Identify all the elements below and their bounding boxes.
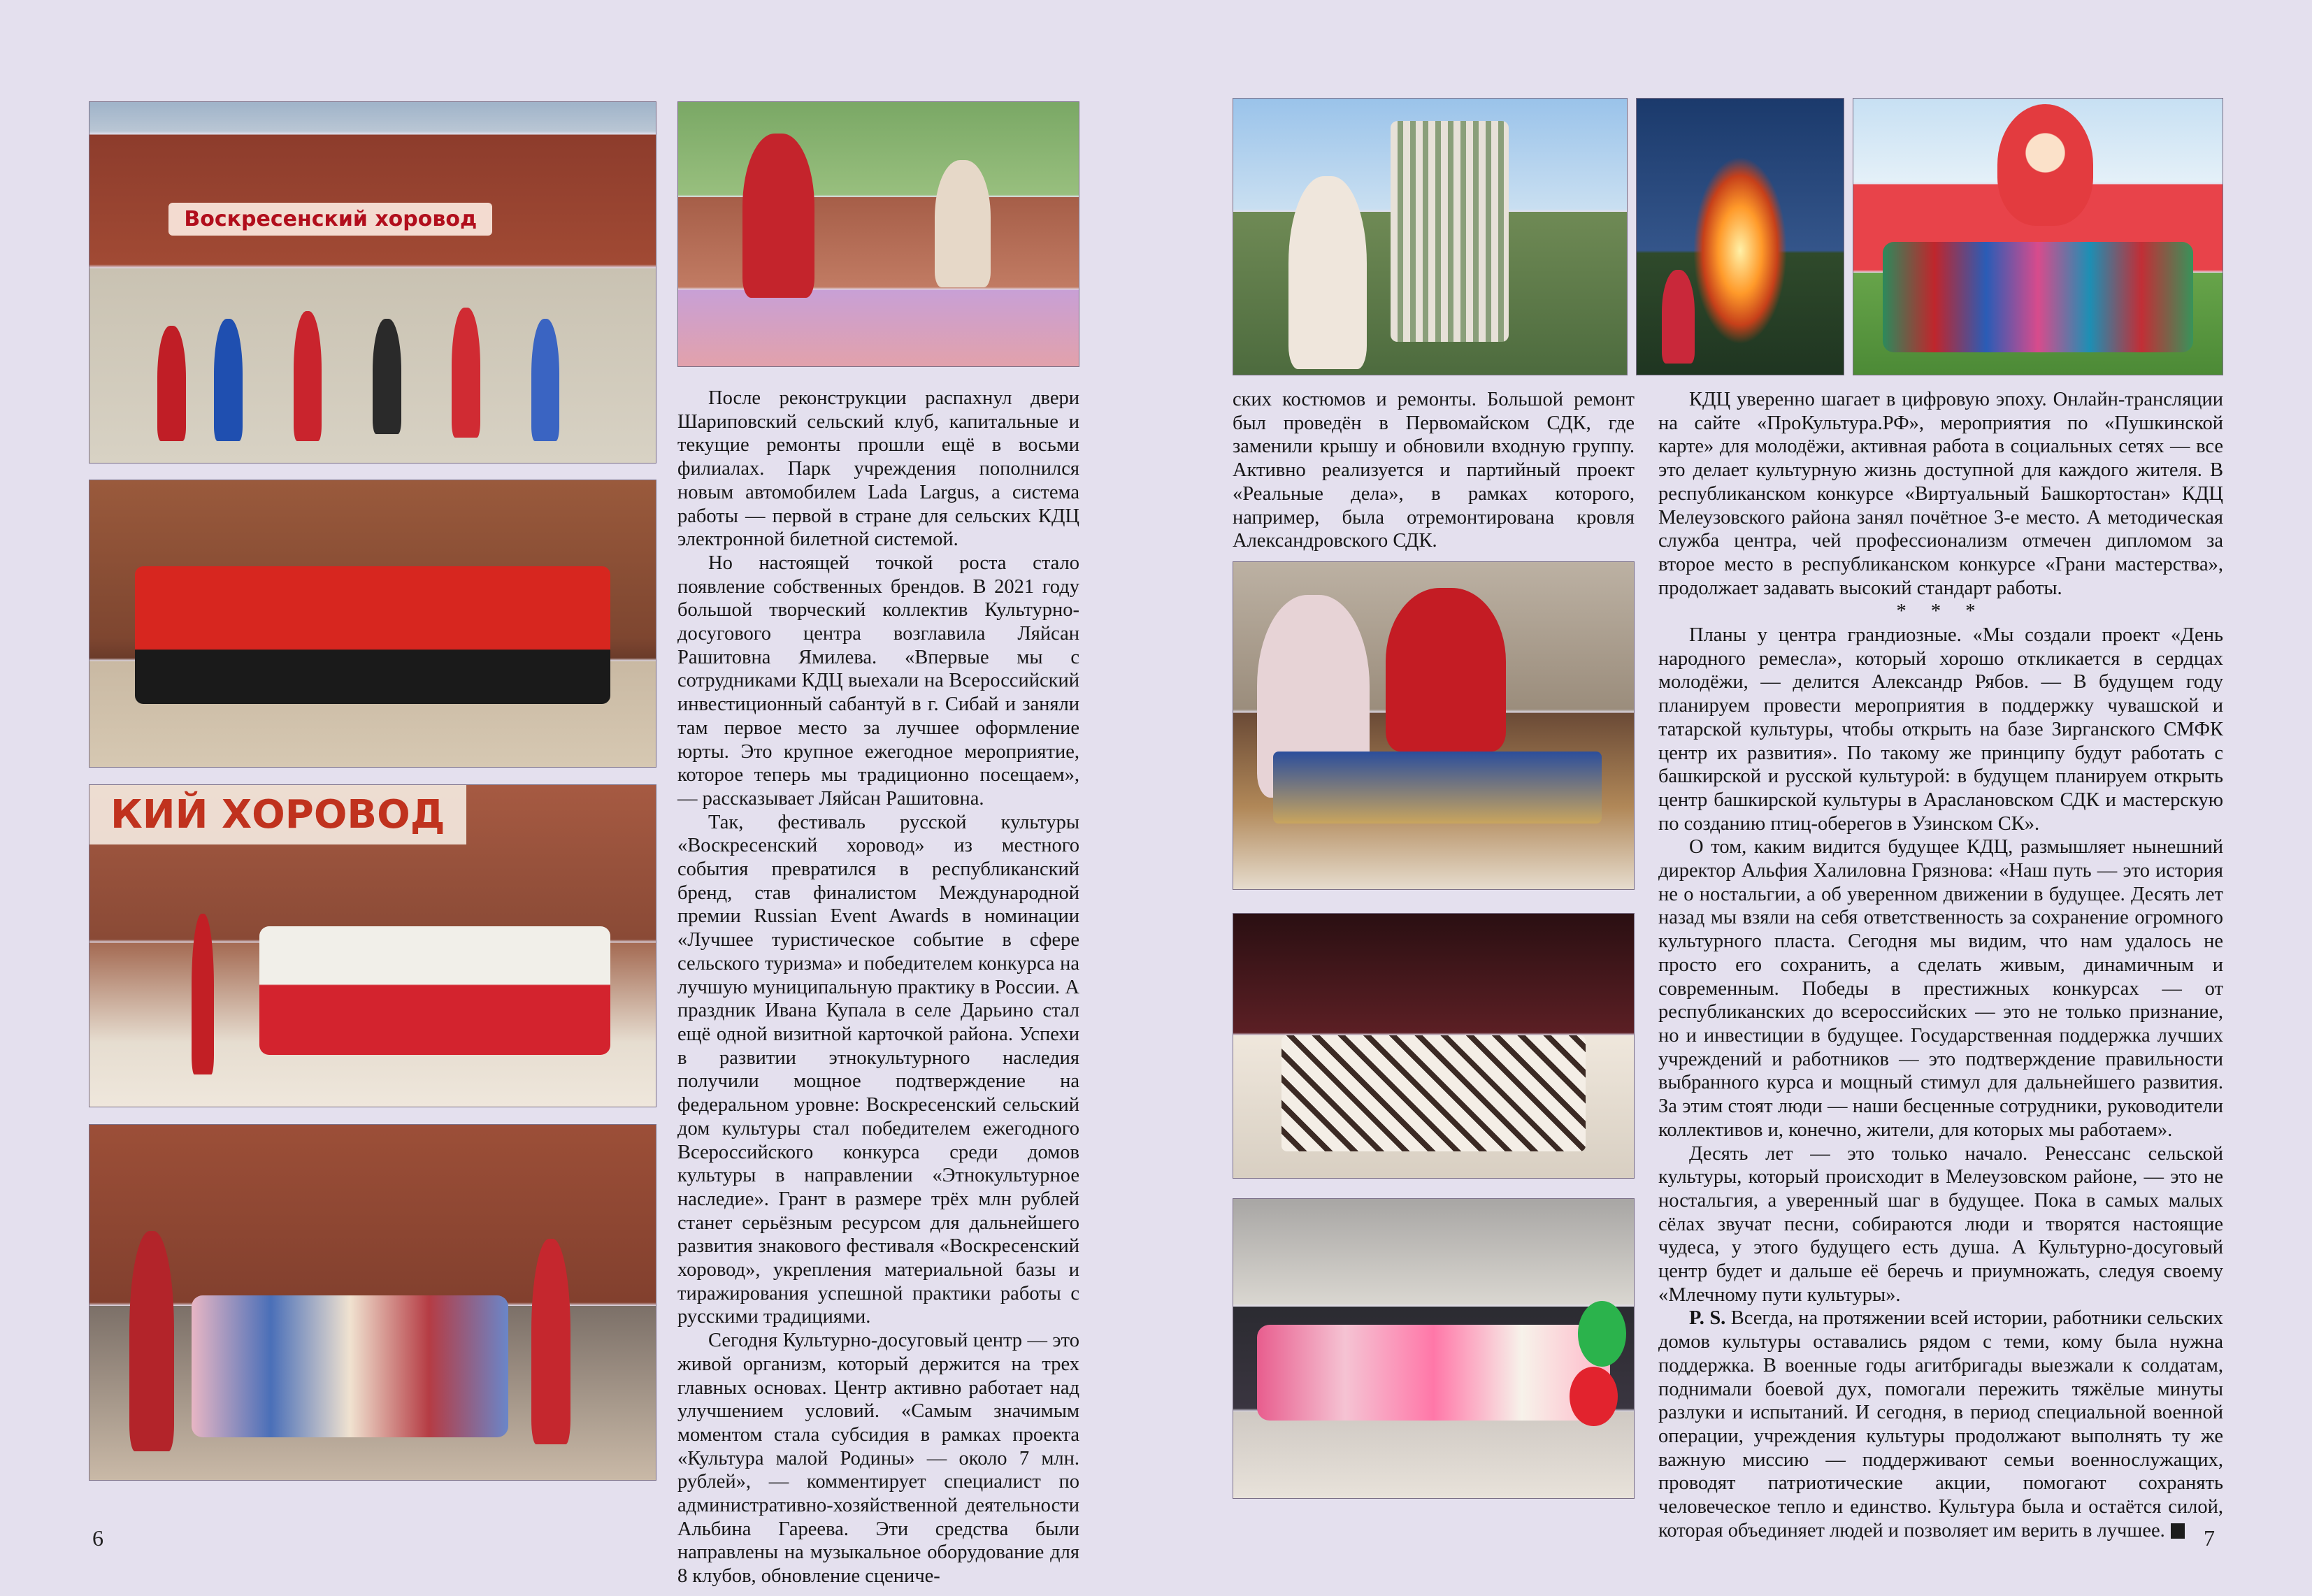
photo-felt-carpet: [1233, 913, 1635, 1179]
article-column-2: [1233, 388, 1635, 553]
paragraph: О том, каким видится будущее КДЦ, размышляет нынешний директор Альфия Халиловна Грязнова: «Наш путь — это история не о ностальгии, а об уверенном движении в будущее. Десять лет назад мы взяли на себя ответственность за сохранение огромного культурного пласта. Сегодня мы видим, что нам удалось не просто его сохранить, а сделать живым, динамичным и современным. Победы в престижных конкурсах — от республиканских до всероссийских — это не только признание, но и инвестиции в будущее. Государственная поддержка лучших учреждений и работников — это подтверждение правильности выбранного курса и мощный стимул для дальнейшего развития. За этим стоят люди — наши бесценные сотрудники, руководители коллективов и, конечно, жители, для которых мы работаем».: [1658, 836, 2223, 1141]
paragraph: После реконструкции распахнул двери Шариповский сельский клуб, капитальные и текущие ремонты прошли ещё в восьми филиалах. Парк учреждения пополнился новым автомобилем Lada Largus, а система работы — первой в стране для сельских КДЦ электронной билетной системой.: [677, 387, 1079, 551]
photo-boys-balalaika: [89, 480, 656, 768]
photo-award-ceremony: [1233, 1198, 1635, 1499]
postscript-paragraph: [1658, 1307, 2223, 1542]
photo-kupala-wreath: [1233, 98, 1628, 375]
paragraph: Десять лет — это только начало. Ренессанс сельской культуры, который происходит в Мелеузовском районе, — это не ностальгия, а уверенный шаг в будущее. Пока в самых малых сёлах звучат песни, собираются люди и творятся настоящие чудеса, у этого будущего есть душа. А Культурно-досуговый центр будет и дальше её беречь и приумножать, следуя своему «Млечному пути культуры».: [1658, 1142, 2223, 1306]
photo-children-ensemble: [89, 1124, 656, 1481]
photo-banner-text: Воскресенский хоровод: [168, 203, 492, 236]
photo-bonfire: [1636, 98, 1844, 375]
paragraph: ских костюмов и ремонты. Большой ремонт был проведён в Первомайском СДК, где заменили крышу и обновили входную группу. Активно реализуется и партийный проект «Реальные дела», в рамках которого, например, была отремонтирована кровля Александровского СДК.: [1233, 389, 1635, 552]
section-separator: * * *: [1896, 601, 1986, 623]
end-mark-icon: [2171, 1523, 2185, 1539]
postscript-label: P. S.: [1689, 1307, 1726, 1330]
photo-choir-stage: [89, 784, 656, 1107]
article-column-3: [1658, 388, 2223, 1542]
paragraph: КДЦ уверенно шагает в цифровую эпоху. Онлайн-трансляции на сайте «ПроКультура.РФ», мероприятия по «Пушкинской карте» для молодёжи, активная работа в социальных сетях — все это делает культурную жизнь доступной для каждого жителя. В республиканском конкурсе «Виртуальный Башкортостан» КДЦ Мелеузовского района занял почётное 3-е место. А методическая служба центра, чей профессионализм отмечен дипломом за второе место в республиканском конкурсе «Грани мастерства», продолжает задавать высокий стандарт работы.: [1658, 389, 2223, 599]
page-number-left: 6: [92, 1525, 103, 1551]
photo-crafts-fair: [677, 101, 1079, 367]
paragraph: Сегодня Культурно-досуговый центр — это живой организм, который держится на трех главных основах. Центр активно работает над улучшением условий. «Самым значимым моментом стала субсидия в рамках проекта «Культура малой Родины» — около 7 млн. рублей», — комментирует специалист по административно-хозяйственной деятельности Альбина Гареева. Эти средства были направлены на музыкальное оборудование для 8 клубов, обновление сцениче-: [677, 1330, 1079, 1588]
postscript-text: Всегда, на протяжении всей истории, работники сельских домов культуры оставались рядом с теми, кому была нужна поддержка. В военные годы агитбригады выезжали к солдатам, поднимали боевой дух, помогали пережить тяжёлые минуты разлуки и испытаний. И сегодня, в период специальной военной операции, учреждения культуры продолжают выполнять ту же важную миссию — поддерживают семьи военнослужащих, проводят патриотические акции, помогают сохранять человеческое тепло и единство. Культура была и остаётся силой, которая объединяет людей и позволяет им верить в лучшее.: [1658, 1307, 2223, 1541]
photo-matryoshka-group: [1853, 98, 2223, 375]
article-column-1: [677, 387, 1079, 1588]
photo-loom-weaving: [1233, 561, 1635, 890]
photo-banner-text: КИЙ ХОРОВОД: [89, 785, 466, 844]
paragraph: Но настоящей точкой роста стало появление собственных брендов. В 2021 году большой творческий коллектив Культурно-досугового центра возглавила Ляйсан Рашитовна Ямилева. «Впервые мы с сотрудниками КДЦ выехали на Всероссийский инвестиционный сабантуй в г. Сибай и заняли там первое место за лучшее оформление юрты. Это крупное ежегодное мероприятие, которое теперь мы традиционно посещаем», — рассказывает Ляйсан Рашитовна.: [677, 552, 1079, 810]
photo-festival-square: [89, 101, 656, 463]
page-number-right: 7: [2204, 1525, 2215, 1551]
paragraph: Так, фестиваль русской культуры «Воскресенский хоровод» из местного события превратился в республиканский бренд, став финалистом Международной премии Russian Event Awards в номинации «Лучшее туристическое событие в сфере сельского туризма» и победителем конкурса на лучшую муниципальную практику в России. А праздник Ивана Купала в селе Дарьино стал ещё одной визитной карточкой района. Успехи в развитии этнокультурного наследия получили мощное подтверждение на федеральном уровне: Воскресенский сельский дом культуры стал победителем ежегодного Всероссийского конкурса среди домов культуры в направлении «Этнокультурное наследие». Грант в размере трёх млн рублей станет серьёзным ресурсом для дальнейшего развития знакового фестиваля «Воскресенский хоровод», укрепления материальной базы и тиражирования успешной практики работы с русскими традициями.: [677, 811, 1079, 1328]
paragraph: Планы у центра грандиозные. «Мы создали проект «День народного ремесла», который хорошо откликается в сердцах молодёжи, — делится Александр Рябов. — В будущем году планируем провести мероприятия в поддержку чувашской и татарской культуры, чтобы открыть на базе Зирганского СМФК центр их развития». По такому же принципу будут работать с башкирской и русской культурой: в будущем планируем открыть центр башкирской культуры в Араслановском СДК и мастерскую по созданию птиц-оберегов в Узинском СК».: [1658, 624, 2223, 835]
